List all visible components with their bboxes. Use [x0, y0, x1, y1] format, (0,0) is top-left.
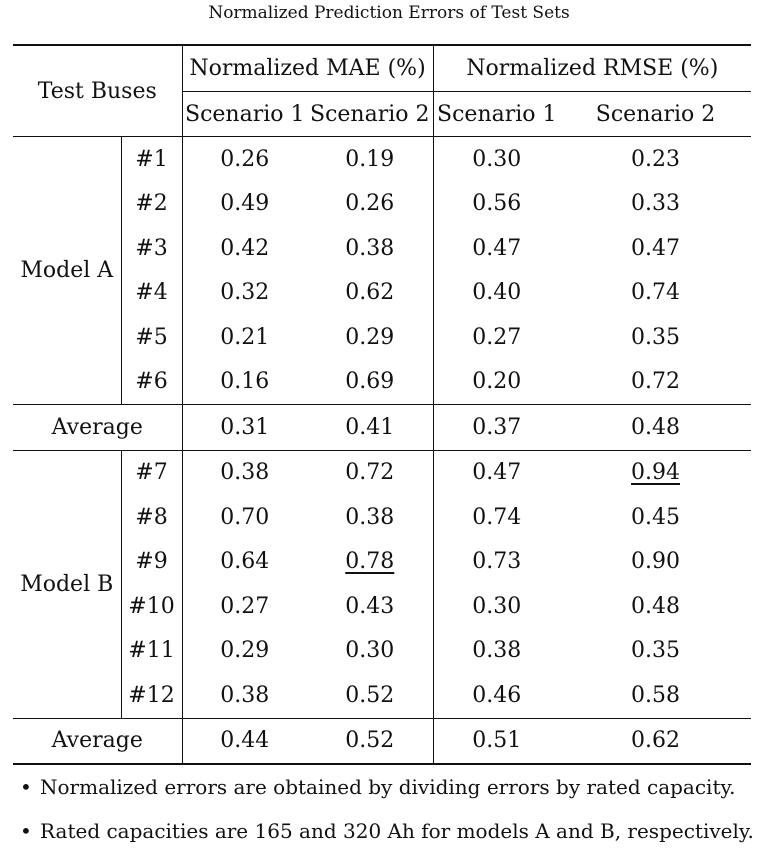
- note-item: [20, 809, 770, 853]
- header-normalized-rmse: Normalized RMSE (%): [433, 45, 751, 92]
- cell-mae-s2: 0.19: [307, 137, 433, 182]
- cell-rmse-s1: 0.47: [472, 235, 522, 261]
- note-text: Rated capacities are 165 and 320 Ah for models A and B, respectively.: [40, 819, 754, 843]
- cell-rmse-s1: 0.30: [472, 146, 522, 172]
- average-label: Average: [13, 405, 182, 451]
- table-row: [13, 450, 751, 495]
- cell-mae-s1: 0.42: [220, 235, 270, 261]
- cell-mae-s1: 0.32: [220, 280, 270, 306]
- cell-rmse-s2: 0.35: [631, 638, 681, 664]
- cell-rmse-s2: 0.23: [631, 146, 681, 172]
- cell-rmse-s2: 0.33: [631, 191, 681, 217]
- cell-rmse-s2: 0.74: [631, 280, 681, 306]
- avg-rmse-s2: 0.62: [560, 718, 751, 764]
- cell-rmse-s2-max: [560, 450, 751, 495]
- table-row: [13, 271, 751, 316]
- note-item: [20, 765, 770, 809]
- bus-label: #5: [121, 315, 182, 360]
- cell-rmse-s1: 0.47: [472, 460, 522, 486]
- bullet-icon: •: [20, 819, 32, 843]
- bus-label: #3: [121, 226, 182, 271]
- cell-mae-s2: 0.52: [307, 673, 433, 718]
- average-label: Average: [13, 718, 182, 764]
- cell-rmse-s1: 0.38: [472, 638, 522, 664]
- model-b-label: Model B: [13, 450, 121, 718]
- average-row-model-a: [13, 405, 751, 451]
- avg-rmse-s1: 0.51: [433, 718, 560, 764]
- avg-mae-s1: 0.31: [182, 405, 307, 451]
- bus-label: #11: [121, 629, 182, 674]
- note-text: Normalized errors are obtained by dividing errors by rated capacity.: [40, 775, 736, 799]
- table-row: [13, 226, 751, 271]
- cell-rmse-s2: 0.35: [631, 324, 681, 350]
- cell-mae-s1: 0.70: [220, 504, 270, 530]
- cell-mae-s2: 0.38: [307, 495, 433, 540]
- table-caption: Normalized Prediction Errors of Test Sets: [208, 3, 570, 23]
- bus-label: #6: [121, 360, 182, 405]
- table-row: [13, 584, 751, 629]
- bus-label: #12: [121, 673, 182, 718]
- bus-label: #2: [121, 182, 182, 227]
- cell-mae-s2-max: [307, 540, 433, 585]
- cell-rmse-s1: 0.73: [472, 549, 522, 575]
- table-row: [13, 673, 751, 718]
- cell-rmse-s2: 0.58: [631, 682, 681, 708]
- cell-mae-s1: 0.38: [220, 682, 270, 708]
- bus-label: #4: [121, 271, 182, 316]
- cell-rmse-s2: 0.47: [631, 235, 681, 261]
- cell-mae-s1: 0.26: [220, 146, 270, 172]
- table-row: [13, 137, 751, 182]
- underlined-value: 0.94: [631, 460, 681, 486]
- bus-label: #7: [121, 450, 182, 495]
- cell-rmse-s2: 0.45: [631, 504, 681, 530]
- average-row-model-b: [13, 718, 751, 764]
- cell-mae-s2: 0.30: [307, 629, 433, 674]
- cell-mae-s2: 0.69: [307, 360, 433, 405]
- cell-rmse-s1: 0.30: [472, 593, 522, 619]
- header-normalized-mae: Normalized MAE (%): [182, 45, 433, 92]
- cell-mae-s2: 0.38: [307, 226, 433, 271]
- avg-rmse-s2: 0.48: [560, 405, 751, 451]
- bus-label: #8: [121, 495, 182, 540]
- cell-mae-s1: 0.64: [220, 549, 270, 575]
- cell-mae-s2: 0.26: [307, 182, 433, 227]
- underlined-value: 0.78: [345, 549, 395, 575]
- cell-rmse-s1: 0.74: [472, 504, 522, 530]
- cell-mae-s1: 0.27: [220, 593, 270, 619]
- cell-mae-s1: 0.38: [220, 460, 270, 486]
- table-row: [13, 495, 751, 540]
- bus-label: #1: [121, 137, 182, 182]
- cell-rmse-s1: 0.56: [472, 191, 522, 217]
- cell-rmse-s1: 0.46: [472, 682, 522, 708]
- cell-rmse-s1: 0.20: [472, 369, 522, 395]
- cell-mae-s1: 0.21: [220, 324, 270, 350]
- cell-rmse-s2: 0.72: [631, 369, 681, 395]
- table-row: [13, 315, 751, 360]
- avg-mae-s1: 0.44: [182, 718, 307, 764]
- cell-mae-s1: 0.49: [220, 191, 270, 217]
- bus-label: #9: [121, 540, 182, 585]
- avg-rmse-s1: 0.37: [433, 405, 560, 451]
- table-row: [13, 540, 751, 585]
- bullet-icon: •: [20, 775, 32, 799]
- header-mae-scenario-1: Scenario 1: [182, 92, 307, 137]
- bus-label: #10: [121, 584, 182, 629]
- header-mae-scenario-2: Scenario 2: [307, 92, 433, 137]
- table-row: [13, 182, 751, 227]
- header-rmse-scenario-2: Scenario 2: [560, 92, 751, 137]
- header-test-buses: Test Buses: [13, 45, 182, 137]
- cell-mae-s2: 0.43: [307, 584, 433, 629]
- errors-table: [13, 44, 751, 765]
- cell-mae-s2: 0.29: [307, 315, 433, 360]
- avg-mae-s2: 0.52: [307, 718, 433, 764]
- model-a-label: Model A: [13, 137, 121, 405]
- cell-mae-s1: 0.16: [220, 369, 270, 395]
- cell-mae-s1: 0.29: [220, 638, 270, 664]
- header-rmse-scenario-1: Scenario 1: [433, 92, 560, 137]
- cell-rmse-s2: 0.90: [631, 549, 681, 575]
- cell-rmse-s1: 0.40: [472, 280, 522, 306]
- cell-mae-s2: 0.72: [307, 450, 433, 495]
- cell-rmse-s1: 0.27: [472, 324, 522, 350]
- table-row: [13, 360, 751, 405]
- avg-mae-s2: 0.41: [307, 405, 433, 451]
- table-notes: [20, 765, 770, 853]
- cell-mae-s2: 0.62: [307, 271, 433, 316]
- cell-rmse-s2: 0.48: [631, 593, 681, 619]
- table-row: [13, 629, 751, 674]
